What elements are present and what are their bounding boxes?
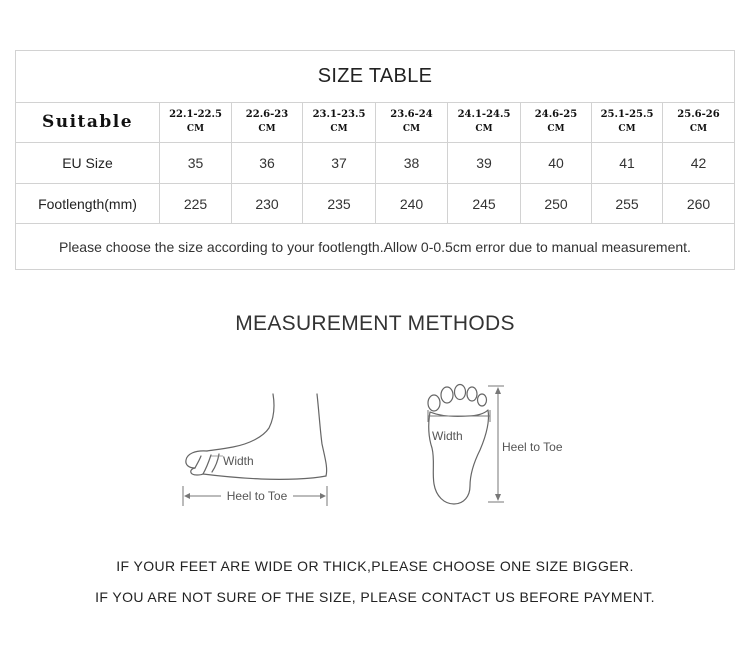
suitable-range: 22.1-22.5: [169, 109, 222, 120]
size-table: [15, 50, 735, 270]
suitable-unit: CM: [186, 124, 205, 134]
footlength-cell: 240: [376, 184, 448, 223]
suitable-range: 25.6-26: [677, 109, 720, 120]
footlength-cell: 250: [521, 184, 592, 223]
suitable-unit: CM: [330, 124, 348, 134]
size-table-title: SIZE TABLE: [16, 51, 734, 103]
size-note: Please choose the size according to your footlength.Allow 0-0.5cm error due to manual measurement.: [59, 238, 691, 255]
side-width-label: Width: [223, 454, 254, 468]
advice-contact-us: IF YOU ARE NOT SURE OF THE SIZE, PLEASE CONTACT US BEFORE PAYMENT.: [95, 589, 655, 605]
suitable-unit: CM: [402, 124, 421, 134]
footlength-row: [16, 184, 734, 224]
suitable-unit: CM: [689, 124, 708, 134]
suitable-cell: [592, 102, 663, 142]
suitable-unit: CM: [618, 124, 636, 134]
suitable-cell: [232, 102, 303, 142]
measurement-methods-title: MEASUREMENT METHODS: [235, 312, 515, 335]
suitable-range: 22.6-23: [245, 109, 289, 120]
suitable-range: 24.1-24.5: [457, 109, 511, 120]
eu-size-cell: 41: [592, 143, 663, 183]
sole-width-label: Width: [432, 429, 463, 443]
eu-size-cell: 40: [521, 143, 592, 183]
foot-side-view: [175, 384, 335, 508]
suitable-range: 23.1-23.5: [312, 109, 366, 120]
suitable-unit: CM: [258, 124, 276, 134]
advice-wide-feet: IF YOUR FEET ARE WIDE OR THICK,PLEASE CHOOSE ONE SIZE BIGGER.: [116, 558, 634, 574]
side-heel-to-toe-label: Heel to Toe: [226, 489, 288, 503]
eu-size-cell: 36: [232, 143, 303, 183]
suitable-cell: [303, 102, 376, 142]
foot-side-icon: [175, 384, 335, 508]
suitable-cell: [376, 102, 448, 142]
suitable-range: 24.6-25: [534, 109, 578, 120]
footlength-cell: 235: [303, 184, 376, 223]
footlength-cell: 245: [448, 184, 521, 223]
suitable-range: 25.1-25.5: [600, 109, 654, 120]
eu-size-cell: 39: [448, 143, 521, 183]
eu-size-cell: 37: [303, 143, 376, 183]
suitable-cell: [160, 102, 232, 142]
suitable-row: [16, 102, 734, 143]
suitable-unit: CM: [475, 124, 493, 134]
suitable-cell: [663, 102, 734, 142]
foot-sole-view: [418, 380, 578, 508]
suitable-unit: CM: [547, 124, 565, 134]
eu-size-cell: 35: [160, 143, 232, 183]
footlength-cell: 230: [232, 184, 303, 223]
suitable-cell: [521, 102, 592, 142]
footlength-cell: 225: [160, 184, 232, 223]
eu-size-cell: 38: [376, 143, 448, 183]
footlength-cell: 260: [686, 195, 711, 212]
foot-sole-icon: [418, 380, 578, 508]
eu-size-row: [16, 143, 734, 184]
suitable-cell: [448, 102, 521, 142]
suitable-range: 23.6-24: [390, 109, 433, 120]
eu-size-label: EU Size: [16, 143, 160, 183]
sole-heel-to-toe-label: Heel to Toe: [502, 440, 563, 454]
footlength-cell: 255: [592, 184, 663, 223]
suitable-label: Suitable: [16, 102, 160, 142]
footlength-label: Footlength(mm): [16, 184, 160, 223]
eu-size-cell: 42: [690, 155, 707, 171]
